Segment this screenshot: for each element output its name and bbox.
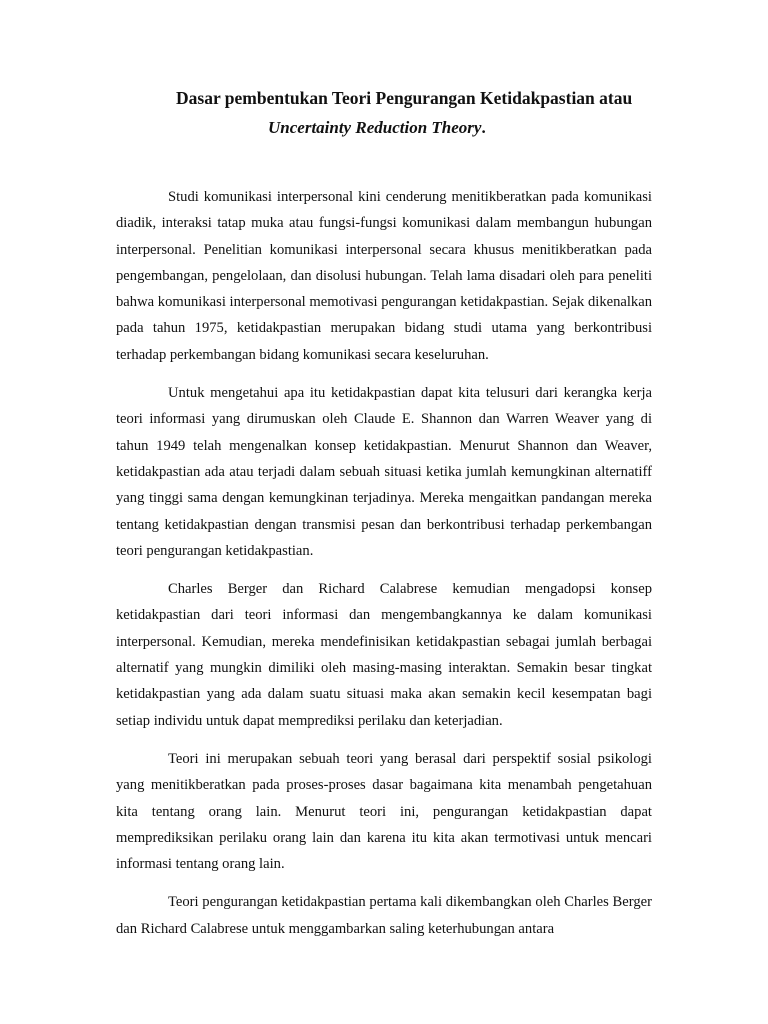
paragraph: Studi komunikasi interpersonal kini cenderung menitikberatkan pada komunikasi diadik, interaksi tatap muka atau fungsi-fungsi komunikasi dalam membangun hubungan interpersonal. Penelitian komunikasi interpersonal secara khusus menitikberatkan pada pengembangan, pengelolaan, dan disolusi hubungan. Telah lama disadari oleh para peneliti bahwa komunikasi interpersonal memotivasi pengurangan ketidakpastian. Sejak dikenalkan pada tahun 1975, ketidakpastian merupakan bidang studi utama yang berkontribusi terhadap perkembangan bidang komunikasi secara keseluruhan.: [116, 189, 652, 363]
paragraph: Teori ini merupakan sebuah teori yang berasal dari perspektif sosial psikologi yang menitikberatkan pada proses-proses dasar bagaimana kita menambah pengetahuan kita tentang orang lain. Menurut teori ini, pengurangan ketidakpastian dapat memprediksikan perilaku orang lain dan karena itu kita akan termotivasi untuk mencari informasi tentang orang lain.: [116, 750, 652, 873]
paragraph: Teori pengurangan ketidakpastian pertama kali dikembangkan oleh Charles Berger dan Richard Calabrese untuk menggambarkan saling keterhubungan antara: [116, 894, 652, 937]
subtitle-text: Uncertainty Reduction Theory: [268, 118, 482, 137]
document-body: [116, 184, 652, 954]
document-title: Dasar pembentukan Teori Pengurangan Ketidakpastian atau: [176, 88, 633, 108]
document-subtitle: [268, 117, 668, 139]
paragraph: Charles Berger dan Richard Calabrese kemudian mengadopsi konsep ketidakpastian dari teori informasi dan mengembangkannya ke dalam komunikasi interpersonal. Kemudian, mereka mendefinisikan ketidakpastian sebagai jumlah berbagai alternatif yang mungkin dimiliki oleh masing-masing interaktan. Semakin besar tingkat ketidakpastian yang ada dalam suatu situasi maka akan semakin kecil kesempatan bagi setiap individu untuk dapat memprediksi perilaku dan keterjadian.: [116, 581, 652, 729]
subtitle-period: .: [481, 118, 486, 137]
paragraph: Untuk mengetahui apa itu ketidakpastian dapat kita telusuri dari kerangka kerja teori informasi yang dirumuskan oleh Claude E. Shannon dan Warren Weaver yang di tahun 1949 telah mengenalkan konsep ketidakpastian. Menurut Shannon dan Weaver, ketidakpastian ada atau terjadi dalam sebuah situasi ketika jumlah kemungkinan alternatiff yang tinggi sama dengan kemungkinan terjadinya. Mereka mengaitkan pandangan mereka tentang ketidakpastian dengan transmisi pesan dan berkontribusi terhadap perkembangan teori pengurangan ketidakpastian.: [116, 385, 652, 559]
